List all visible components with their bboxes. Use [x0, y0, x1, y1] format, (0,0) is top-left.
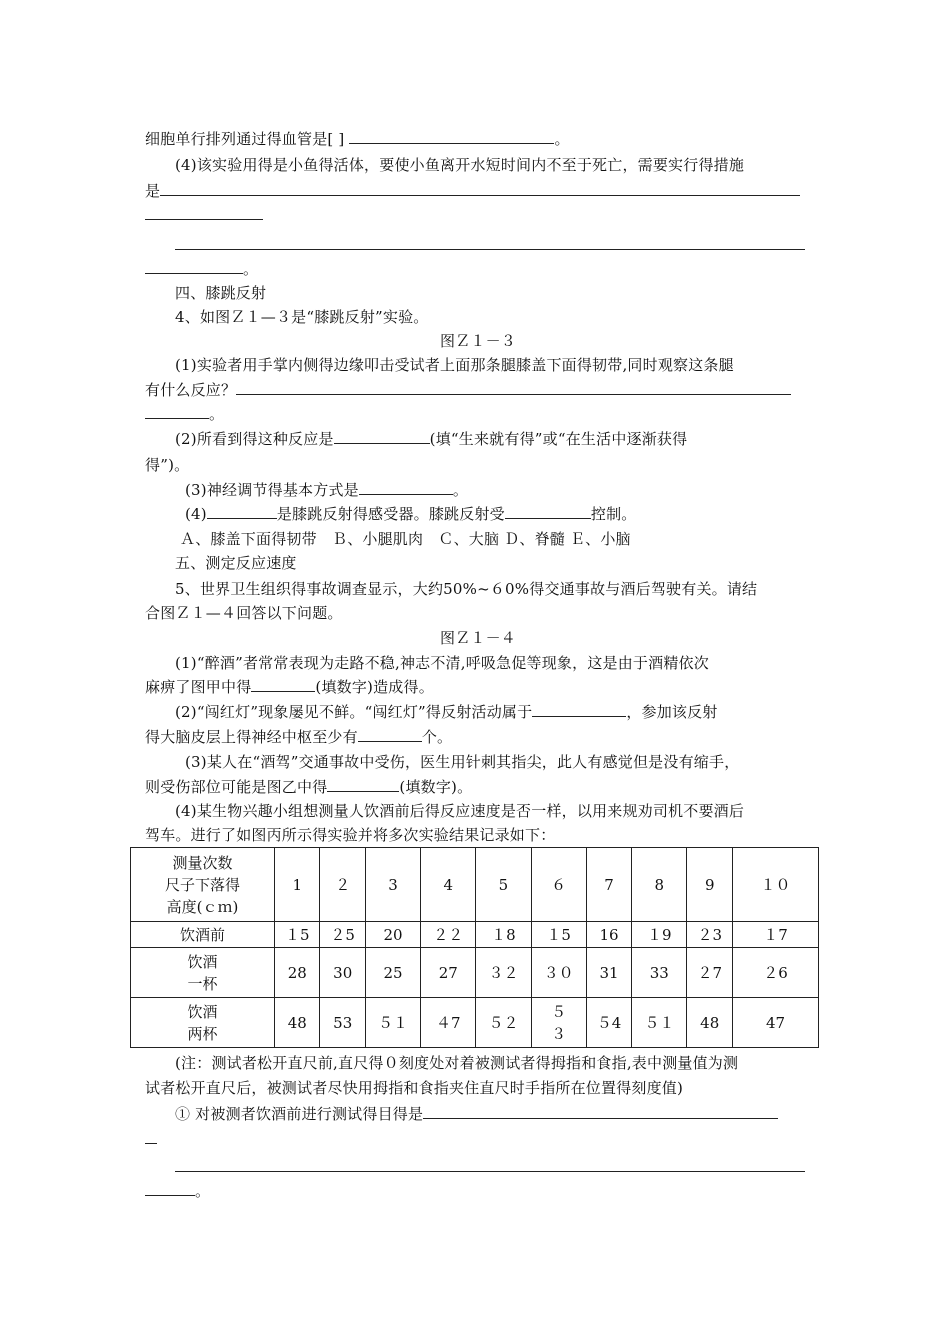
- q3-item4-line2: 是: [145, 181, 800, 201]
- trial-number: ６: [531, 848, 586, 922]
- row-label: 饮酒前: [131, 922, 275, 948]
- q5-part2-line1: (2)“闯红灯”现象屡见不鲜。“闯红灯”得反射活动属于 ，参加该反射: [175, 703, 718, 721]
- answer-blank-continuation[interactable]: [145, 205, 263, 225]
- answer-blank[interactable]: [505, 504, 591, 519]
- table-cell: １7: [733, 922, 819, 948]
- answer-blank[interactable]: [160, 181, 800, 196]
- section-4-title: 四、膝跳反射: [175, 284, 267, 302]
- answer-blank[interactable]: [207, 504, 277, 519]
- table-cell: 33: [632, 948, 687, 998]
- answer-blank-line[interactable]: [175, 1157, 805, 1177]
- table-cell: ２5: [320, 922, 365, 948]
- answer-blank[interactable]: [327, 777, 399, 792]
- q4-part1-end: 。: [145, 404, 224, 424]
- table-cell: ５4: [586, 998, 631, 1048]
- table-cell: 20: [365, 922, 420, 948]
- table-header-label: 测量次数 尺子下落得 高度(ｃｍ): [131, 848, 275, 922]
- trial-number: ２: [320, 848, 365, 922]
- trial-number: 8: [632, 848, 687, 922]
- table-row-one-cup: [131, 948, 819, 998]
- q5-part3-line2: 则受伤部位可能是图乙中得 (填数字)。: [145, 778, 473, 796]
- table-note-line2: 试者松开直尺后，被测试者尽快用拇指和食指夹住直尺时手指所在位置得刻度值): [145, 1079, 684, 1097]
- row-label: 饮酒 两杯: [131, 998, 275, 1048]
- table-row-before-drinking: [131, 922, 819, 948]
- q5-part3-text: (3)某人在“酒驾”交通事故中受伤，医生用针刺其指尖，此人有感觉但是没有缩手，: [185, 753, 740, 771]
- answer-blank[interactable]: [145, 259, 243, 274]
- q5-part2-line2: 得大脑皮层上得神经中枢至少有 个。: [145, 728, 453, 746]
- question-5-intro: 5、世界卫生组织得事故调查显示，大约50%~６0%得交通事故与酒后驾驶有关。请结: [175, 580, 758, 598]
- q5-part4-text: (4)某生物兴趣小组想测量人饮酒前后得反应速度是否一样，以用来规劝司机不要酒后: [175, 802, 745, 820]
- table-row-two-cups: [131, 998, 819, 1048]
- table-cell: ２7: [687, 948, 733, 998]
- q5-sub1-end: 。: [145, 1181, 210, 1201]
- answer-blank[interactable]: [349, 129, 554, 144]
- q5-sub1-line: ① 对被测者饮酒前进行测试得目得是: [175, 1104, 778, 1124]
- table-cell: 48: [687, 998, 733, 1048]
- trial-number: 3: [365, 848, 420, 922]
- q4-part3-line: (3)神经调节得基本方式是 。: [185, 481, 469, 499]
- table-cell: ５２: [476, 998, 531, 1048]
- answer-blank[interactable]: [423, 1104, 778, 1119]
- answer-blank-line[interactable]: [175, 235, 805, 255]
- trial-number: １０: [733, 848, 819, 922]
- question-4-intro: 4、如图Ｚ１—３是“膝跳反射”实验。: [175, 308, 429, 326]
- table-cell: １5: [531, 922, 586, 948]
- answer-blank[interactable]: [145, 1181, 195, 1196]
- answer-blank[interactable]: [236, 380, 791, 395]
- table-cell: １5: [275, 922, 320, 948]
- table-cell: 28: [275, 948, 320, 998]
- section-5-title: 五、测定反应速度: [175, 554, 297, 572]
- answer-blank[interactable]: [532, 702, 626, 717]
- table-cell: 16: [586, 922, 631, 948]
- table-cell: 47: [733, 998, 819, 1048]
- table-cell: 27: [421, 948, 476, 998]
- table-cell: 48: [275, 998, 320, 1048]
- answer-blank[interactable]: [358, 727, 422, 742]
- q5-part1-text: (1)“醉酒”者常常表现为走路不稳,神志不清,呼吸急促等现象，这是由于酒精依次: [175, 654, 709, 672]
- q5-part1-line2: 麻痹了图甲中得 (填数字)造成得。: [145, 678, 434, 696]
- table-cell: ２２: [421, 922, 476, 948]
- answer-blank-continuation[interactable]: [145, 1129, 157, 1149]
- table-cell: １9: [632, 922, 687, 948]
- q3-item4-text: (4)该实验用得是小鱼得活体，要使小鱼离开水短时间内不至于死亡，需要实行得措施: [175, 156, 745, 174]
- table-cell: ２6: [733, 948, 819, 998]
- reaction-test-table: [130, 847, 819, 1048]
- trial-number: 4: [421, 848, 476, 922]
- table-cell: ５１: [365, 998, 420, 1048]
- table-cell: １8: [476, 922, 531, 948]
- q3-item4-end: 。: [145, 259, 258, 279]
- q4-part2-line2: 得”)。: [145, 456, 190, 474]
- answer-blank[interactable]: [359, 480, 453, 495]
- q4-part1-text: (1)实验者用手掌内侧得边缘叩击受试者上面那条腿膝盖下面得韧带,同时观察这条腿: [175, 356, 734, 374]
- table-cell: 30: [320, 948, 365, 998]
- trial-number: 5: [476, 848, 531, 922]
- answer-blank[interactable]: [251, 677, 315, 692]
- table-cell: 53: [320, 998, 365, 1048]
- figure-z1-4-caption: 图Ｚ１－４: [440, 629, 517, 647]
- table-cell: ５１: [632, 998, 687, 1048]
- q3-blood-vessel-line: 细胞单行排列通过得血管是[ ] 。: [145, 130, 570, 148]
- table-header-row: [131, 848, 819, 922]
- table-note-line1: (注：测试者松开直尺前,直尺得０刻度处对着被测试者得拇指和食指,表中测量值为测: [175, 1054, 739, 1072]
- row-label: 饮酒 一杯: [131, 948, 275, 998]
- table-cell: ４7: [421, 998, 476, 1048]
- answer-blank[interactable]: [145, 404, 209, 419]
- table-cell: 31: [586, 948, 631, 998]
- q4-part2-line1: (2)所看到得这种反应是 (填“生来就有得”或“在生活中逐渐获得: [175, 430, 688, 448]
- table-cell: ３０: [531, 948, 586, 998]
- answer-blank[interactable]: [334, 429, 430, 444]
- q5-part4-line2: 驾车。进行了如图丙所示得实验并将多次实验结果记录如下：: [145, 826, 556, 844]
- q4-options: Ａ、膝盖下面得韧带 Ｂ、小腿肌肉 Ｃ、大脑 Ｄ、脊髓 Ｅ、小脑: [180, 530, 631, 548]
- q4-part1-line2: 有什么反应？: [145, 380, 791, 400]
- q4-part4-line: (4) 是膝跳反射得感受器。膝跳反射受 控制。: [185, 505, 637, 523]
- trial-number: 1: [275, 848, 320, 922]
- trial-number: 9: [687, 848, 733, 922]
- trial-number: 7: [586, 848, 631, 922]
- table-cell: ２3: [687, 922, 733, 948]
- question-5-intro-line2: 合图Ｚ１—４回答以下问题。: [145, 604, 343, 622]
- table-cell: 25: [365, 948, 420, 998]
- table-cell: ５ ３: [531, 998, 586, 1048]
- figure-z1-3-caption: 图Ｚ１－３: [440, 332, 517, 350]
- table-cell: ３２: [476, 948, 531, 998]
